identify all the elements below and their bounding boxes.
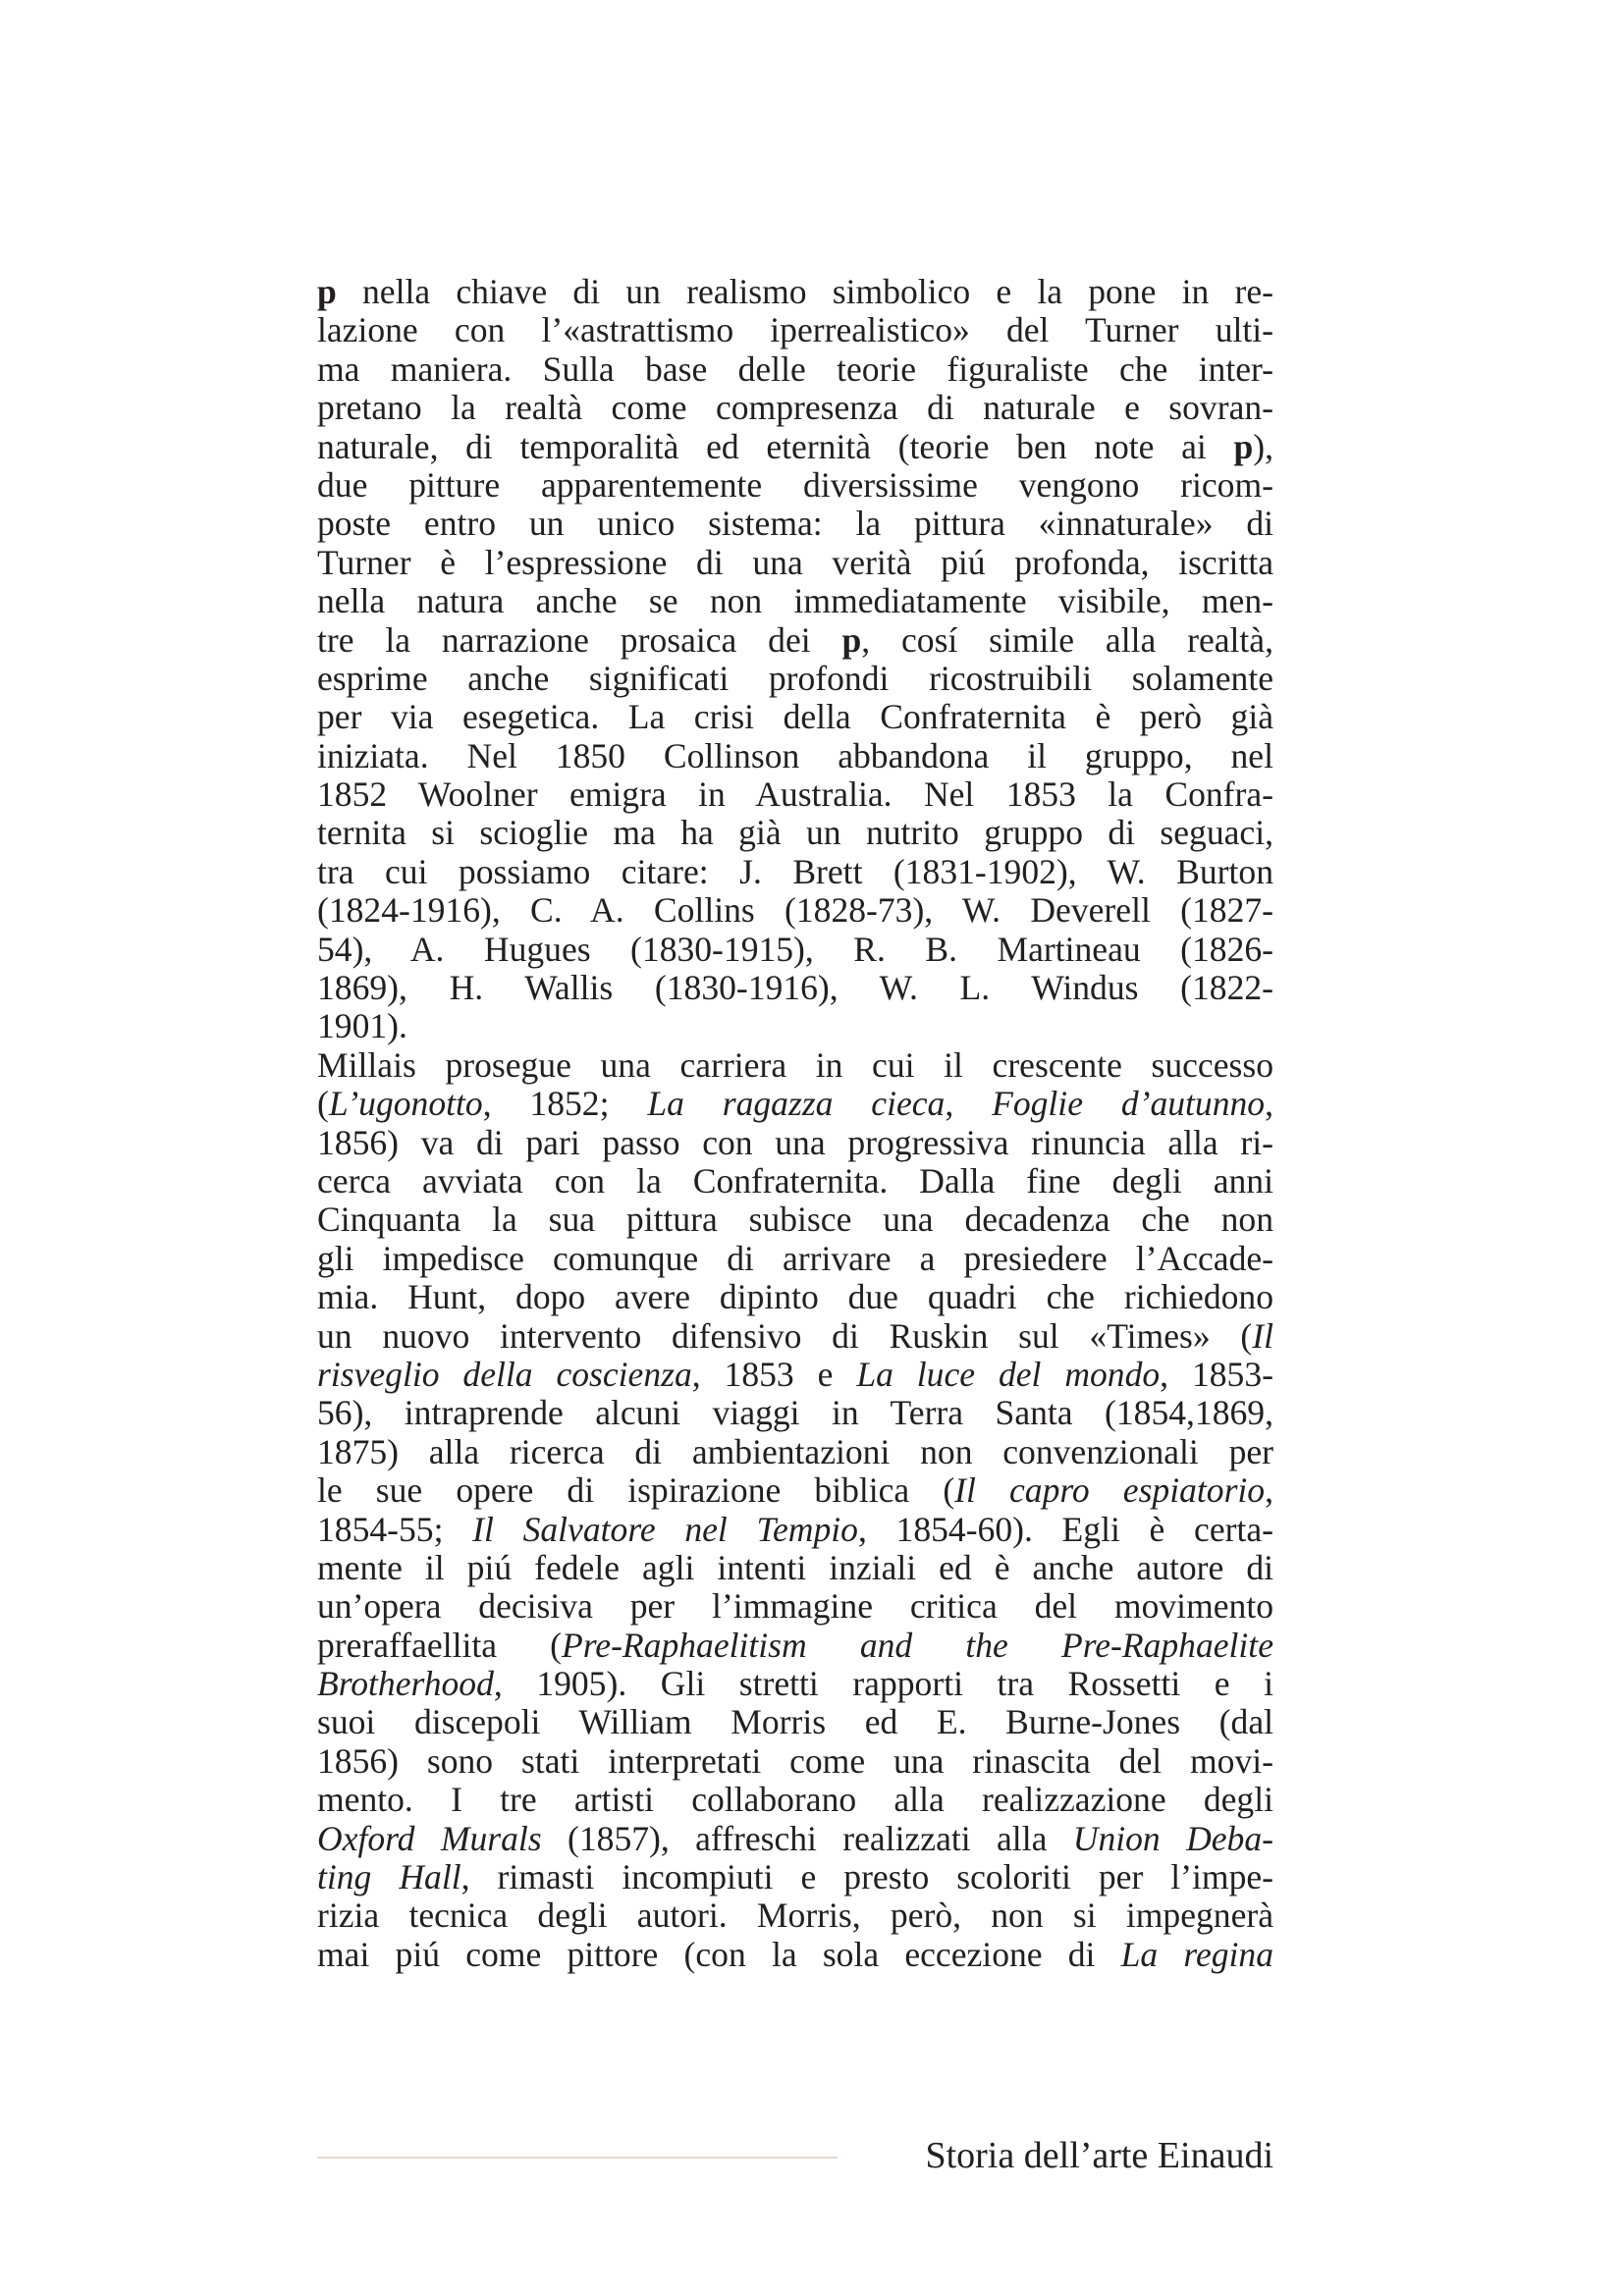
italic-title: Oxford Murals	[317, 1818, 542, 1858]
text-line	[317, 311, 1273, 349]
text-run: , 1853 e	[691, 1354, 857, 1394]
text-run: , cosí simile alla realtà,	[861, 619, 1273, 660]
text-line	[317, 1703, 1273, 1741]
text-run: (1857), affreschi realizzati alla	[541, 1818, 1073, 1858]
text-run: (	[317, 1084, 329, 1124]
italic-title: L’ugonotto	[328, 1084, 483, 1124]
text-run: , rimasti incompiuti e presto scoloriti per l’impe-	[460, 1857, 1273, 1897]
text-line	[317, 1511, 1273, 1549]
text-run: un’opera decisiva per l’immagine critica del movimento	[317, 1586, 1273, 1627]
text-run: 1852 Woolner emigra in Australia. Nel 1853 la Confra-	[317, 774, 1273, 815]
text-run: ,	[1265, 1470, 1273, 1511]
text-line	[317, 698, 1273, 736]
text-line	[317, 1858, 1273, 1896]
text-run: Millais prosegue una carriera in cui il crescente successo	[317, 1044, 1273, 1085]
text-line	[317, 1665, 1273, 1703]
text-line	[317, 1085, 1273, 1123]
text-line	[317, 1201, 1273, 1239]
text-line	[317, 775, 1273, 814]
text-run: 1856) va di pari passo con una progressiva rinuncia alla ri-	[317, 1122, 1273, 1162]
text-line	[317, 1781, 1273, 1819]
text-run: naturale, di temporalità ed eternità (teorie ben note ai	[317, 426, 1234, 466]
text-run: per via esegetica. La crisi della Confraternita è però già	[317, 697, 1273, 737]
text-line	[317, 428, 1273, 466]
text-line	[317, 1356, 1273, 1394]
text-line	[317, 1820, 1273, 1858]
italic-title: Il Salvatore nel Tempio	[472, 1509, 858, 1549]
text-line	[317, 1007, 1273, 1045]
text-run: 1901).	[317, 1006, 407, 1046]
text-line	[317, 1317, 1273, 1356]
text-line	[317, 1549, 1273, 1587]
text-run: un nuovo intervento difensivo di Ruskin sul «Times» (	[317, 1315, 1253, 1356]
text-run: nella chiave di un realismo simbolico e la pone in re-	[336, 272, 1273, 311]
text-line	[317, 1278, 1273, 1316]
text-run: 1856) sono stati interpretati come una rinascita del movi-	[317, 1740, 1273, 1781]
text-run: poste entro un unico sistema: la pittura «innaturale» di	[317, 504, 1273, 544]
text-line	[317, 1046, 1273, 1085]
text-line	[317, 737, 1273, 775]
text-run: mia. Hunt, dopo avere dipinto due quadri che richiedono	[317, 1277, 1273, 1317]
body-text	[317, 273, 1273, 1974]
text-run: rizia tecnica degli autori. Morris, però, non si impegnerà	[317, 1896, 1273, 1936]
text-run: due pitture apparentemente diversissime vengono ricom-	[317, 464, 1273, 505]
text-run: , 1905). Gli stretti rapporti tra Rossetti e i	[493, 1664, 1273, 1704]
text-run: 54), A. Hugues (1830-1915), R. B. Martineau (1826-	[317, 929, 1273, 969]
text-run: lazione con l’«astrattismo iperrealistico» del Turner ulti-	[317, 310, 1273, 350]
italic-title: Il capro espiatorio	[954, 1470, 1266, 1511]
text-line	[317, 505, 1273, 543]
italic-title: La luce del mondo	[856, 1354, 1161, 1394]
text-run: preraffaellita (	[317, 1625, 563, 1665]
text-run: 56), intraprende alcuni viaggi in Terra Santa (1854,1869,	[317, 1393, 1273, 1433]
text-line	[317, 1627, 1273, 1665]
italic-title: risveglio della coscienza	[317, 1354, 692, 1394]
text-run: mento. I tre artisti collaborano alla realizzazione degli	[317, 1780, 1273, 1820]
text-line	[317, 582, 1273, 620]
text-line	[317, 1896, 1273, 1935]
text-run: mente il piú fedele agli intenti inziali ed è anche autore di	[317, 1547, 1273, 1587]
italic-title: La regina	[1120, 1934, 1273, 1974]
text-line	[317, 1162, 1273, 1201]
text-run: Turner è l’espressione di una verità piú profonda, iscritta	[317, 542, 1273, 582]
footer-rule	[317, 2157, 838, 2159]
text-line	[317, 853, 1273, 891]
italic-title: Brotherhood	[317, 1664, 494, 1704]
text-run: tre la narrazione prosaica dei	[317, 619, 842, 660]
text-line	[317, 1394, 1273, 1432]
text-run: , 1853-	[1160, 1354, 1273, 1394]
text-line	[317, 466, 1273, 505]
text-line	[317, 814, 1273, 852]
text-run: pretano la realtà come compresenza di naturale e sovran-	[317, 388, 1273, 428]
bold-abbrev: p	[317, 272, 337, 311]
text-run: ,	[1265, 1084, 1273, 1124]
text-line	[317, 1124, 1273, 1162]
text-line	[317, 273, 1273, 311]
text-run: gli impedisce comunque di arrivare a presiedere l’Accade-	[317, 1238, 1273, 1278]
text-run: mai piú come pittore (con la sola eccezione di	[317, 1934, 1121, 1974]
text-run: 1854-55;	[317, 1509, 473, 1549]
text-line	[317, 389, 1273, 427]
footer-title: Storia dell’arte Einaudi	[925, 2135, 1273, 2176]
italic-title: Il	[1252, 1315, 1273, 1356]
italic-title: Pre-Raphaelitism and the Pre-Raphaelite	[562, 1625, 1273, 1665]
text-line	[317, 1742, 1273, 1781]
text-run: Cinquanta la sua pittura subisce una decadenza che non	[317, 1200, 1273, 1240]
text-line	[317, 1587, 1273, 1626]
text-line	[317, 1936, 1273, 1974]
text-run: (1824-1916), C. A. Collins (1828-73), W. Deverell (1827-	[317, 890, 1273, 931]
text-line	[317, 544, 1273, 582]
italic-title: ting Hall	[317, 1857, 461, 1897]
text-line	[317, 891, 1273, 930]
text-line	[317, 660, 1273, 698]
text-run: 1875) alla ricerca di ambientazioni non convenzionali per	[317, 1431, 1273, 1471]
text-run: nella natura anche se non immediatamente visibile, men-	[317, 581, 1273, 621]
text-line	[317, 1240, 1273, 1278]
text-run: 1869), H. Wallis (1830-1916), W. L. Windus (1822-	[317, 968, 1273, 1008]
bold-abbrev: p	[841, 619, 862, 660]
text-run: ma maniera. Sulla base delle teorie figuraliste che inter-	[317, 348, 1273, 389]
bold-abbrev: p	[1233, 426, 1254, 466]
italic-title: Foglie d’autunno	[992, 1084, 1266, 1124]
text-run: esprime anche significati profondi ricostruibili solamente	[317, 658, 1273, 698]
text-line	[317, 350, 1273, 389]
text-line	[317, 931, 1273, 969]
text-run: le sue opere di ispirazione biblica (	[317, 1470, 955, 1511]
text-run: , 1852;	[482, 1084, 648, 1124]
text-line	[317, 969, 1273, 1007]
text-line	[317, 1471, 1273, 1510]
text-run: cerca avviata con la Confraternita. Dalla fine degli anni	[317, 1160, 1273, 1201]
italic-title: Union Deba-	[1072, 1818, 1273, 1858]
text-run: suoi discepoli William Morris ed E. Burne-Jones (dal	[317, 1702, 1273, 1742]
text-line	[317, 1433, 1273, 1471]
text-run: tra cui possiamo citare: J. Brett (1831-1902), W. Burton	[317, 851, 1273, 891]
text-run: ),	[1253, 426, 1273, 466]
text-run: iniziata. Nel 1850 Collinson abbandona il gruppo, nel	[317, 735, 1273, 775]
text-run: ,	[945, 1084, 993, 1124]
text-run: , 1854-60). Egli è certa-	[857, 1509, 1273, 1549]
text-run: ternita si scioglie ma ha già un nutrito gruppo di seguaci,	[317, 813, 1273, 853]
italic-title: La ragazza cieca	[647, 1084, 946, 1124]
text-line	[317, 621, 1273, 660]
